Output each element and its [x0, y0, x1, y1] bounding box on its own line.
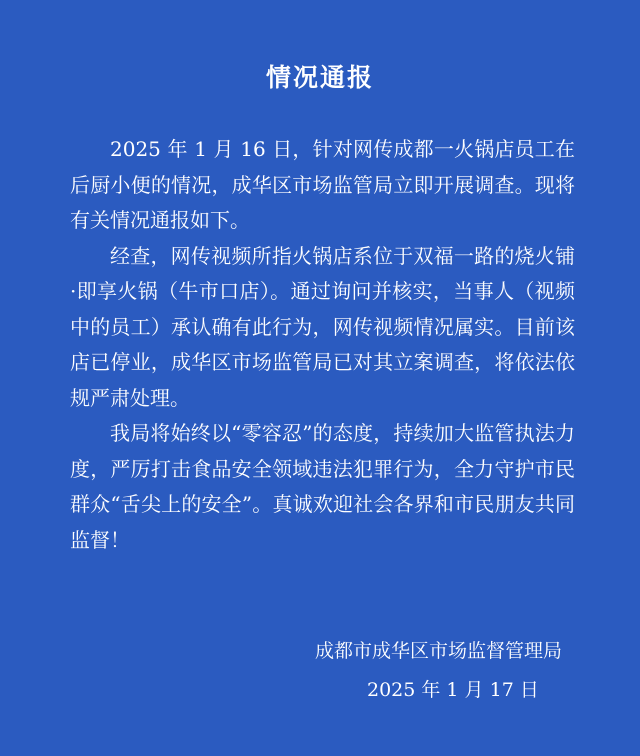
issuer-signature: 成都市成华区市场监督管理局 — [314, 640, 562, 662]
paragraph-commitment: 我局将始终以“零容忍”的态度，持续加大监管执法力度，严厉打击食品安全领域违法犯罪行为，全力守护市民群众“舌尖上的安全”。真诚欢迎社会各界和市民朋友共同监督！ — [70, 421, 575, 552]
notice-body — [70, 132, 575, 558]
issue-date: 2025 年 1 月 17 日 — [367, 679, 539, 701]
paragraph-findings: 经查，网传视频所指火锅店系位于双福一路的烧火铺·即享火锅（牛市口店）。通过询问并核实，当事人（视频中的员工）承认确有此行为，网传视频情况属实。目前该店已停业，成华区市场监管局已对其立案调查，将依法依规严肃处理。 — [70, 243, 575, 410]
paragraph-incident: 2025 年 1 月 16 日，针对网传成都一火锅店员工在后厨小便的情况，成华区市场监管局立即开展调查。现将有关情况通报如下。 — [70, 137, 575, 232]
notice-title: 情况通报 — [265, 63, 374, 92]
